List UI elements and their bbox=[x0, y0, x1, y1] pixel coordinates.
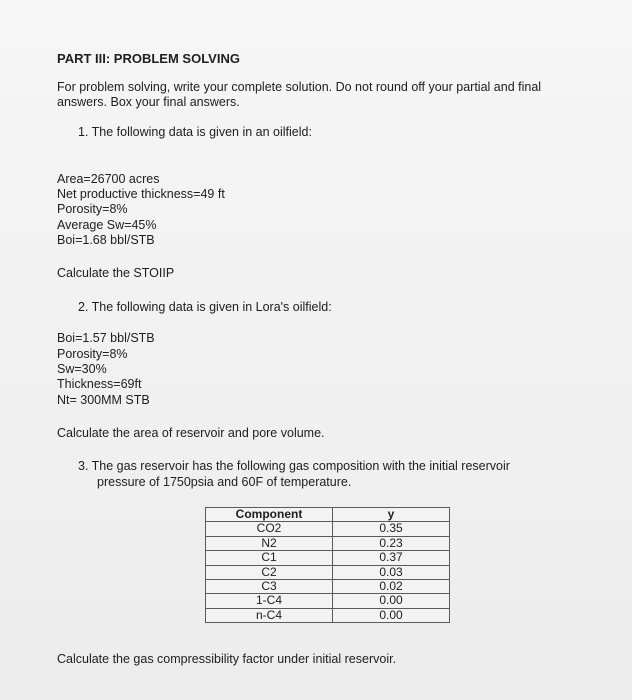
problem-1-data-area: Area=26700 acres bbox=[57, 172, 160, 186]
problem-3-question: Calculate the gas compressibility factor under initial reservoir. bbox=[57, 652, 397, 666]
table-row bbox=[206, 551, 450, 565]
table-cell-component: 1-C4 bbox=[206, 594, 333, 608]
page-title: PART III: PROBLEM SOLVING bbox=[57, 51, 240, 66]
table-row bbox=[206, 536, 450, 550]
problem-3-heading-line-1: 3. The gas reservoir has the following gas composition with the initial reservoir bbox=[78, 459, 510, 473]
table-cell-component: CO2 bbox=[206, 522, 333, 536]
problem-2-heading: 2. The following data is given in Lora's oilfield: bbox=[78, 300, 332, 314]
table-header-component: Component bbox=[206, 508, 333, 522]
table-row bbox=[206, 594, 450, 608]
problem-1-heading: 1. The following data is given in an oilfield: bbox=[78, 125, 312, 139]
problem-1-data-sw: Average Sw=45% bbox=[57, 218, 157, 232]
table-cell-component: n-C4 bbox=[206, 608, 333, 622]
problem-2-question: Calculate the area of reservoir and pore volume. bbox=[57, 426, 325, 440]
table-cell-component: C2 bbox=[206, 565, 333, 579]
table-cell-y: 0.02 bbox=[333, 580, 450, 594]
instructions-line-1: For problem solving, write your complete solution. Do not round off your partial and final bbox=[57, 80, 542, 94]
problem-1-data-thickness: Net productive thickness=49 ft bbox=[57, 187, 225, 201]
problem-2-data-thickness: Thickness=69ft bbox=[57, 377, 142, 391]
table-row bbox=[206, 522, 450, 536]
table-cell-y: 0.00 bbox=[333, 608, 450, 622]
table-row bbox=[206, 608, 450, 622]
table-cell-y: 0.03 bbox=[333, 565, 450, 579]
table-cell-y: 0.37 bbox=[333, 551, 450, 565]
table-cell-component: N2 bbox=[206, 536, 333, 550]
table-cell-y: 0.23 bbox=[333, 536, 450, 550]
table-header-y: y bbox=[333, 508, 450, 522]
table-cell-y: 0.35 bbox=[333, 522, 450, 536]
table-cell-component: C3 bbox=[206, 580, 333, 594]
problem-1-data-porosity: Porosity=8% bbox=[57, 202, 128, 216]
problem-3-heading-line-2: pressure of 1750psia and 60F of temperature. bbox=[97, 475, 352, 489]
instructions-line-2: answers. Box your final answers. bbox=[57, 95, 240, 109]
gas-composition-table bbox=[205, 507, 450, 623]
problem-2-data-sw: Sw=30% bbox=[57, 362, 107, 376]
table-row bbox=[206, 580, 450, 594]
table-row bbox=[206, 565, 450, 579]
problem-2-data-porosity: Porosity=8% bbox=[57, 347, 128, 361]
problem-1-data-boi: Boi=1.68 bbl/STB bbox=[57, 233, 155, 247]
table-cell-y: 0.00 bbox=[333, 594, 450, 608]
table-cell-component: C1 bbox=[206, 551, 333, 565]
problem-1-question: Calculate the STOIIP bbox=[57, 266, 175, 280]
table-header-row bbox=[206, 508, 450, 522]
problem-2-data-boi: Boi=1.57 bbl/STB bbox=[57, 331, 155, 345]
problem-2-data-nt: Nt= 300MM STB bbox=[57, 393, 150, 407]
